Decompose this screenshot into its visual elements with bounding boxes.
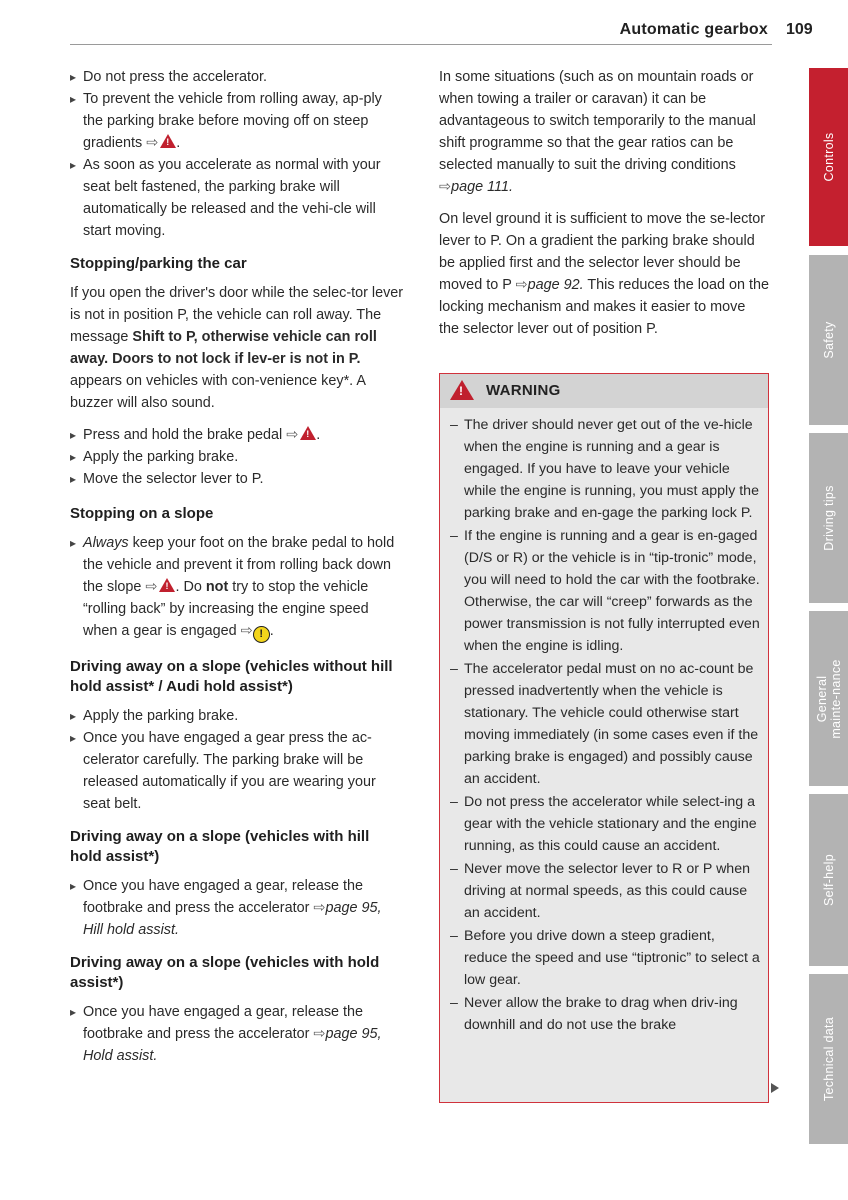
list-item: ▸ Once you have engaged a gear, release the footbrake and press the accelerator ⇨page 95, Hill hold assist.: [70, 875, 405, 941]
section-heading: Driving away on a slope (vehicles with hill hold assist*): [70, 828, 370, 865]
list-item: ▸ To prevent the vehicle from rolling away, ap-ply the parking brake before moving off on steep gradients ⇨ ! .: [70, 88, 405, 154]
list-item: ▸ Move the selector lever to P.: [70, 468, 405, 490]
arrow-ref-icon: ⇨: [240, 623, 253, 639]
continue-arrow-icon: [771, 1083, 779, 1093]
warning-box: [439, 373, 769, 1103]
arrow-ref-icon: ⇨: [286, 427, 299, 443]
warning-item: – Do not press the accelerator while select-ing a gear with the vehicle stationary and the engine running, as this could cause an accident.: [450, 791, 762, 857]
list-item: ▸ Apply the parking brake.: [70, 705, 405, 727]
warning-item: – The driver should never get out of the ve-hicle when the engine is running and a gear is engaged. If you have to leave your vehicle while the engine is running, you must apply the parking brake and en-gage the parking lock P.: [450, 414, 762, 524]
tab-general-maintenance[interactable]: General mainte-nance: [809, 611, 848, 786]
list-item: ▸ Once you have engaged a gear, release the footbrake and press the accelerator ⇨page 95, Hold assist.: [70, 1001, 405, 1067]
warning-title: WARNING: [486, 382, 561, 399]
paragraph: On level ground it is sufficient to move the se-lector lever to P. On a gradient the parking brake should be applied first and the selector lever should be moved to P ⇨page 92. This reduces the load on the locking mechanism and makes it easier to move the selector lever out of position P.: [439, 211, 769, 337]
list-item: ▸ Do not press the accelerator.: [70, 66, 405, 88]
warning-body: [450, 414, 762, 1037]
arrow-ref-icon: ⇨: [515, 277, 528, 293]
list-item: ▸ Press and hold the brake pedal ⇨ ! .: [70, 424, 405, 446]
tab-self-help[interactable]: Self-help: [809, 794, 848, 966]
header-title: Automatic gearbox: [619, 21, 768, 38]
arrow-ref-icon: ⇨: [146, 135, 159, 151]
list-item: ▸ As soon as you accelerate as normal with your seat belt fastened, the parking brake will automatically be released and the vehi-cle will start moving.: [70, 154, 405, 242]
arrow-ref-icon: ⇨: [313, 1026, 326, 1042]
tab-controls[interactable]: Controls: [809, 68, 848, 246]
paragraph: If you open the driver's door while the selec-tor lever is not in position P, the vehicle can roll away. The message Shift to P, otherwise vehicle can roll away. Doors to not lock if lev-er is not in P. appears on vehicles with con-venience key*. A buzzer will also sound.: [70, 285, 404, 411]
paragraph: In some situations (such as on mountain roads or when towing a trailer or caravan) it can be advantageous to switch temporarily to the manual shift programme so that the gear ratios can be selected manually to suit the driving conditions ⇨page 111.: [439, 69, 756, 195]
list-item: ▸ Once you have engaged a gear press the ac-celerator carefully. The parking brake will be released automatically if you are wearing your seat belt.: [70, 727, 405, 815]
tab-driving-tips[interactable]: Driving tips: [809, 433, 848, 603]
header-rule: [70, 44, 772, 45]
tab-technical-data[interactable]: Technical data: [809, 974, 848, 1144]
section-heading: Stopping/parking the car: [70, 255, 247, 272]
list-item: ▸ Always keep your foot on the brake pedal to hold the vehicle and prevent it from rolling back down the slope ⇨ ! . Do not try to stop the vehicle “rolling back” by increasing the engine speed when a gear is engaged ⇨ ! .: [70, 532, 405, 643]
warning-header: [440, 374, 768, 408]
warning-item: – If the engine is running and a gear is en-gaged (D/S or R) or the vehicle is in “tip-tronic” mode, you will need to hold the car with the footbrake. Otherwise, the car will “creep” forwards as the power transmission is not fully interrupted even when the engine is idling.: [450, 525, 762, 657]
warning-icon: !: [160, 134, 176, 148]
right-column: [439, 66, 769, 340]
warning-item: – Before you drive down a steep gradient, reduce the speed and use “tiptronic” to select a low gear.: [450, 925, 762, 991]
section-heading: Driving away on a slope (vehicles with hold assist*): [70, 954, 380, 991]
arrow-ref-icon: ⇨: [313, 900, 326, 916]
section-heading: Stopping on a slope: [70, 505, 214, 522]
warning-icon: !: [450, 380, 474, 400]
page-number: 109: [786, 21, 813, 38]
arrow-ref-icon: ⇨: [145, 579, 158, 595]
note-icon: !: [253, 626, 270, 643]
warning-item: – The accelerator pedal must on no ac-count be pressed inadvertently when the vehicle is stationary. The vehicle could otherwise start moving immediately (in some cases even if the parking brake is engaged) and possibly cause an accident.: [450, 658, 762, 790]
arrow-ref-icon: ⇨: [439, 179, 452, 195]
left-column: [70, 66, 405, 1067]
warning-item: – Never move the selector lever to R or P when driving at normal speeds, as this could cause an accident.: [450, 858, 762, 924]
warning-icon: !: [300, 426, 316, 440]
warning-icon: !: [159, 578, 175, 592]
list-item: ▸ Apply the parking brake.: [70, 446, 405, 468]
section-heading: Driving away on a slope (vehicles without hill hold assist* / Audi hold assist*): [70, 658, 393, 695]
warning-item: – Never allow the brake to drag when driv-ing downhill and do not use the brake: [450, 992, 762, 1036]
tab-safety[interactable]: Safety: [809, 255, 848, 425]
